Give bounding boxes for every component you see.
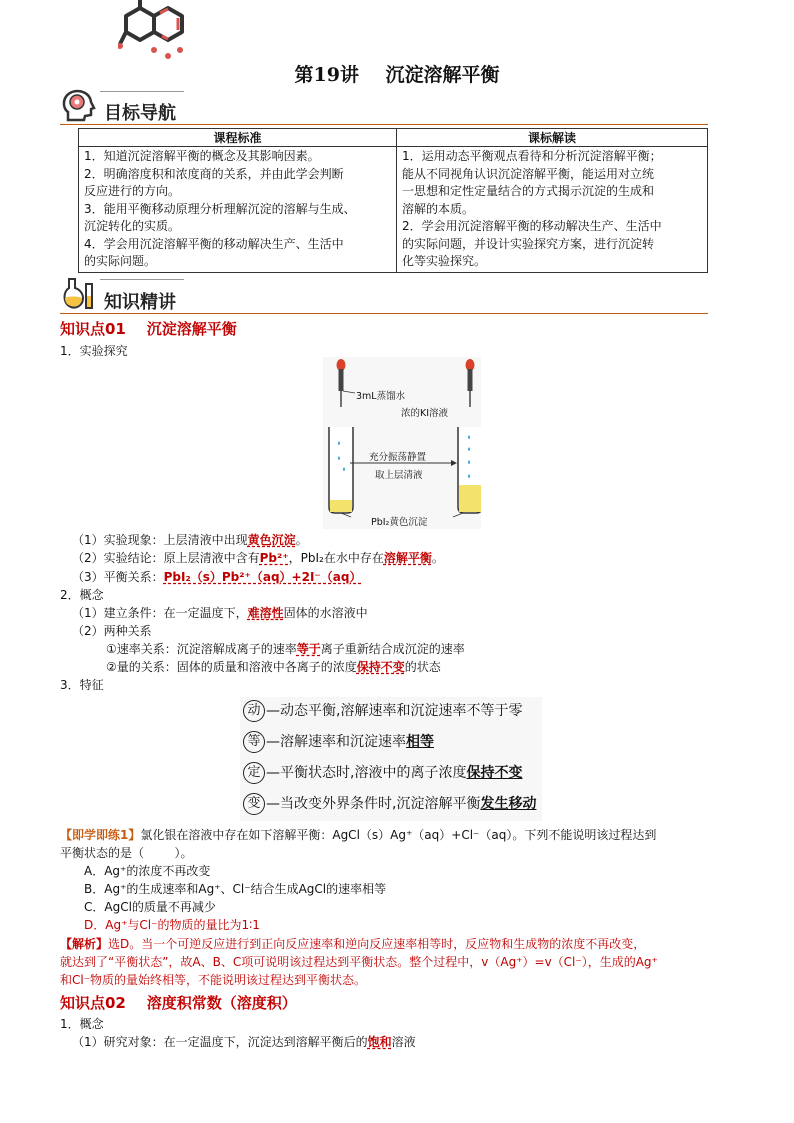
answer-dissolution-equilibrium: 溶解平衡 [383, 551, 432, 565]
page-title: 第19讲 沉淀溶解平衡 [294, 64, 500, 86]
observation: （1）实验现象：上层清液中出现黄色沉淀。 [72, 533, 308, 547]
analysis-line-1: 【解析】选D。当一个可逆反应进行到正向反应速率和逆向反应速率相等时，反应物和生成物的浓度不再改变， [60, 937, 646, 951]
table-line: 反应进行的方向。 [84, 184, 181, 198]
table-header-standard: 课程标准 [79, 129, 397, 147]
section-rule [60, 124, 708, 125]
section-rule-top [100, 279, 184, 280]
kp01-step-1: 1．实验探究 [60, 344, 128, 358]
feature-change: 变 —当改变外界条件时,沉淀溶解平衡发生移动 [243, 793, 536, 815]
option-b: B．Ag⁺的生成速率和Ag⁺、Cl⁻结合生成AgCl的速率相等 [84, 882, 387, 896]
flask-icon [60, 276, 96, 312]
fig-label-water: 3mL蒸馏水 [356, 391, 406, 402]
experiment-illustration [323, 357, 481, 529]
section-rule-top [100, 91, 184, 92]
kp01-step-3: 3．特征 [60, 678, 104, 692]
feature-char-circle: 变 [243, 793, 265, 815]
table-header-interpretation: 课标解读 [397, 129, 708, 147]
table-line: 的实际问题。 [84, 254, 157, 268]
molecule-logo-icon [118, 0, 198, 62]
analysis-tag: 【解析】 [60, 937, 109, 951]
table-line: 4．学会用沉淀溶解平衡的移动解决生产、生活中 [84, 236, 344, 251]
exercise-tag: 【即学即练1】 [60, 828, 141, 842]
exercise-question: 【即学即练1】氯化银在溶液中存在如下溶解平衡：AgCl（s）Ag⁺（aq）+Cl⁻（aq）。下列不能说明该过程达到 [60, 828, 657, 842]
research-object: （1）研究对象：在一定温度下，沉淀达到溶解平衡后的饱和溶液 [72, 1035, 416, 1049]
goals-table [78, 128, 708, 273]
feature-char-circle: 定 [243, 762, 265, 784]
answer-saturated: 饱和 [367, 1035, 392, 1049]
fig-arrow-top: 充分振荡静置 [369, 452, 427, 463]
conclusion: （2）实验结论：原上层清液中含有Pb²⁺，PbI₂在水中存在溶解平衡。 [72, 551, 444, 565]
rate-relation: ①速率关系：沉淀溶解成离子的速率等于离子重新结合成沉淀的速率 [106, 642, 465, 656]
analysis-line-3: 和Cl⁻物质的量始终相等，不能说明该过程达到平衡状态。 [60, 973, 367, 987]
quantity-relation: ②量的关系：固体的质量和溶液中各离子的浓度保持不变的状态 [106, 660, 441, 674]
table-line: 一思想和定性定量结合的方式揭示沉淀的生成和 [402, 184, 655, 198]
option-d: D．Ag⁺与Cl⁻的物质的量比为1∶1 [84, 918, 260, 932]
table-line: 1．运用动态平衡观点看待和分析沉淀溶解平衡； [402, 149, 662, 163]
fig-label-ki: 浓的KI溶液 [401, 408, 449, 419]
option-c: C．AgCl的质量不再减少 [84, 900, 216, 914]
kp02-title: 知识点02 溶度积常数（溶度积） [60, 994, 297, 1012]
answer-insoluble: 难溶性 [247, 606, 284, 620]
option-a: A．Ag⁺的浓度不再改变 [84, 864, 211, 878]
table-line: 化等实验探究。 [402, 254, 487, 268]
table-line: 溶解的本质。 [402, 201, 475, 216]
section-rule [60, 313, 708, 314]
answer-pb-ion: Pb²⁺ [259, 551, 289, 565]
kp02-step-1: 1．概念 [60, 1017, 104, 1031]
kp01-title: 知识点01 沉淀溶解平衡 [60, 320, 237, 338]
table-line: 2．学会用沉淀溶解平衡的移动解决生产、生活中 [402, 219, 662, 233]
table-cell-standard [79, 147, 397, 273]
section-title-goals: 目标导航 [104, 103, 176, 124]
answer-unchanged: 保持不变 [356, 660, 405, 674]
table-cell-interpretation [397, 147, 708, 273]
fig-arrow-bottom: 取上层清液 [375, 470, 423, 481]
answer-equilibrium-equation: PbI₂（s）Pb²⁺（aq）+2I⁻（aq） [163, 570, 362, 584]
answer-yellow-precipitate: 黄色沉淀 [247, 533, 296, 547]
table-line: 沉淀转化的实质。 [84, 219, 181, 233]
feature-char-circle: 等 [243, 731, 265, 753]
exercise-question-cont: 平衡状态的是（ ）。 [60, 846, 193, 860]
table-line: 1．知道沉淀溶解平衡的概念及其影响因素。 [84, 149, 320, 163]
kp01-step-2: 2．概念 [60, 588, 104, 602]
table-line: 能从不同视角认识沉淀溶解平衡，能运用对立统 [402, 166, 655, 181]
experiment-figure [323, 357, 481, 529]
two-relations: （2）两种关系 [72, 624, 152, 638]
equilibrium-relation: （3）平衡关系：PbI₂（s）Pb²⁺（aq）+2I⁻（aq） [72, 570, 362, 584]
condition: （1）建立条件：在一定温度下，难溶性固体的水溶液中 [72, 606, 368, 620]
feature-equal: 等 —溶解速率和沉淀速率相等 [243, 731, 434, 753]
analysis-line-2: 就达到了“平衡状态”，故A、B、C项可说明该过程达到平衡状态。整个过程中，v（Ag⁺）=v（Cl⁻），生成的Ag⁺ [60, 955, 658, 969]
feature-dynamic: 动 —动态平衡,溶解速率和沉淀速率不等于零 [243, 700, 522, 722]
table-line: 2．明确溶度积和浓度商的关系，并由此学会判断 [84, 166, 344, 181]
section-title-knowledge: 知识精讲 [104, 292, 176, 313]
feature-constant: 定 —平衡状态时,溶液中的离子浓度保持不变 [243, 762, 522, 784]
head-brain-icon [60, 88, 96, 124]
answer-equal: 等于 [296, 642, 321, 656]
feature-char-circle: 动 [243, 700, 265, 722]
fig-label-precipitate: PbI₂黄色沉淀 [371, 517, 428, 528]
table-line: 3．能用平衡移动原理分析理解沉淀的溶解与生成、 [84, 201, 356, 216]
table-line: 的实际问题，并设计实验探究方案，进行沉淀转 [402, 236, 655, 251]
